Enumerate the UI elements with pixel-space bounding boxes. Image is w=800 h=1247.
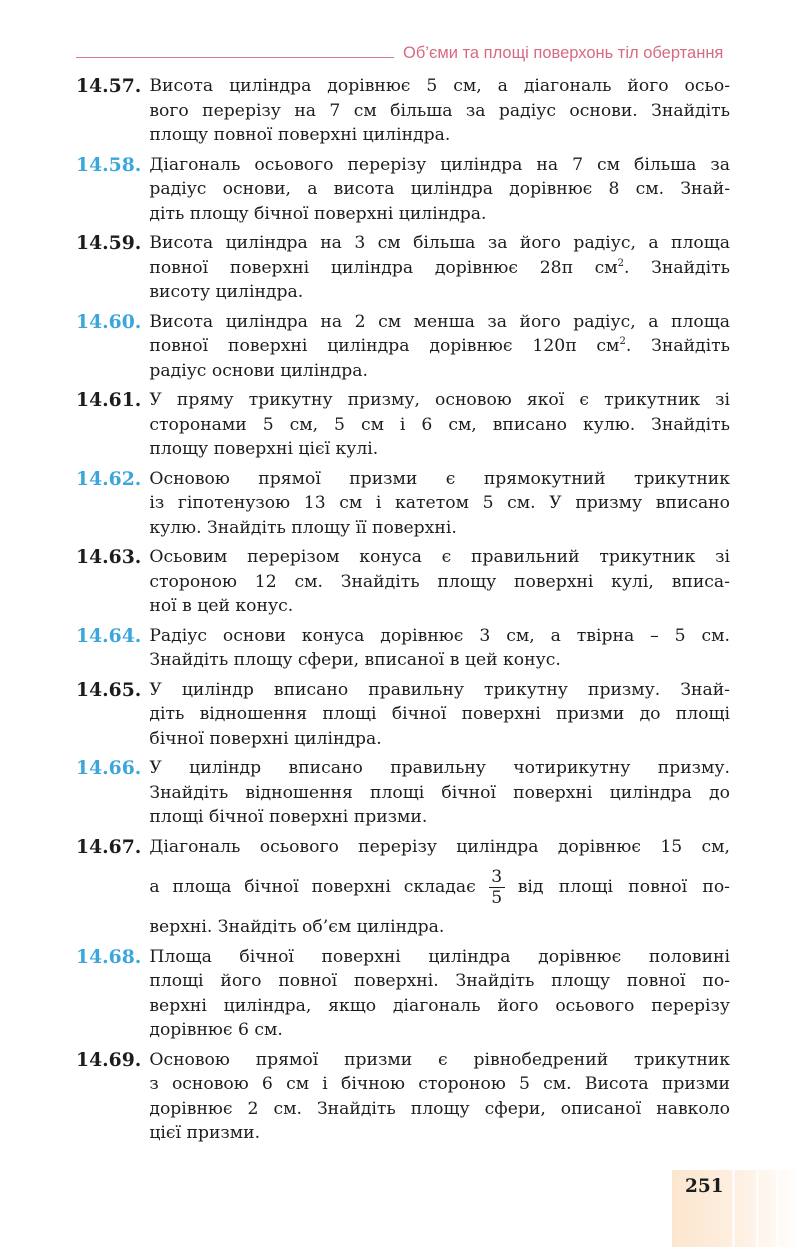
text-line: площі його повної поверхні. Знайдіть площу повної по-: [149, 971, 730, 991]
text-line: дорівнює 2 см. Знайдіть площу сфери, описаної навколо: [149, 1098, 730, 1119]
problem-14-62: [76, 467, 730, 541]
problem-number: 14.65.: [76, 678, 142, 701]
text-line: Основою прямої призми є прямокутний трикутник: [149, 468, 730, 489]
text-line: Основою прямої призми є рівнобедрений трикутник: [149, 1049, 730, 1070]
fraction-denominator: 5: [491, 887, 503, 908]
problem-number: 14.64.: [76, 624, 142, 647]
problem-number: 14.58.: [76, 153, 142, 176]
text-line: сторонами 5 см, 5 см і 6 см, вписано кулю. Знайдіть: [149, 414, 730, 435]
corner-stripe: [756, 1170, 759, 1247]
text-line: з основою 6 см і бічною стороною 5 см. Висота призми: [149, 1074, 730, 1094]
fraction-numerator: 3: [491, 866, 503, 887]
text-line: вого перерізу на 7 см більша за радіус основи. Знайдіть: [149, 100, 730, 121]
problem-number: 14.66.: [76, 757, 142, 779]
problem-text: [149, 467, 730, 541]
text-line: Діагональ осьового перерізу циліндра дорівнює 15 см,: [149, 836, 730, 857]
problem-14-65: [76, 678, 730, 752]
text-line: діть відношення площі бічної поверхні призми до площі: [149, 704, 730, 724]
text-line: бічної поверхні циліндра.: [149, 728, 382, 749]
text-line: ної в цей конус.: [149, 596, 294, 616]
text-line: Знайдіть відношення площі бічної поверхні циліндра до: [149, 782, 730, 803]
text-line: площі бічної поверхні призми.: [149, 807, 428, 827]
problem-14-59: [76, 231, 730, 305]
text-fragment: від площі повної по-: [517, 876, 730, 897]
problem-text: [149, 231, 730, 305]
text-line: радіус основи циліндра.: [149, 360, 368, 381]
text-fragment: . Знайдіть: [623, 257, 730, 278]
page-number: 251: [685, 1176, 724, 1197]
text-line: [149, 334, 730, 359]
problem-number: 14.61.: [76, 389, 142, 411]
problem-text: [149, 74, 730, 148]
text-line: Радіус основи конуса дорівнює 3 см, а твірна – 5 см.: [149, 625, 730, 646]
problem-number: 14.69.: [76, 1048, 142, 1071]
problem-text: [149, 388, 730, 462]
text-line: [149, 256, 730, 281]
text-line: У циліндр вписано правильну чотирикутну призму.: [149, 758, 730, 778]
problem-14-69: [76, 1048, 730, 1146]
problem-14-64: [76, 624, 730, 673]
problem-14-57: [76, 74, 730, 148]
text-line: діть площу бічної поверхні циліндра.: [149, 203, 487, 224]
problem-14-67: [76, 835, 730, 940]
text-line: У циліндр вписано правильну трикутну призму. Знай-: [149, 679, 730, 700]
corner-stripe: [732, 1170, 735, 1247]
text-line: Знайдіть площу сфери, вписаної в цей конус.: [149, 650, 561, 670]
text-line: стороною 12 см. Знайдіть площу поверхні кулі, вписа-: [149, 571, 730, 592]
corner-stripe: [776, 1170, 779, 1247]
problem-14-58: [76, 153, 730, 227]
problem-number: 14.60.: [76, 310, 142, 333]
problem-text: [149, 153, 730, 227]
text-fragment: а площа бічної поверхні складає: [149, 876, 476, 897]
text-line: висоту циліндра.: [149, 282, 304, 302]
problem-text: [149, 545, 730, 619]
text-fragment: . Знайдіть: [625, 336, 730, 356]
problem-text: [149, 310, 730, 384]
problem-number: 14.59.: [76, 232, 142, 254]
problem-14-60: [76, 310, 730, 384]
text-line: площу повної поверхні циліндра.: [149, 125, 451, 145]
text-line: площу поверхні цієї кулі.: [149, 439, 379, 459]
text-line: кулю. Знайдіть площу її поверхні.: [149, 517, 457, 538]
text-line: Висота циліндра дорівнює 5 см, а діагональ його осьо-: [149, 76, 730, 96]
text-line: Площа бічної поверхні циліндра дорівнює половині: [149, 946, 730, 967]
text-fragment: повної поверхні циліндра дорівнює 28π см: [149, 257, 618, 278]
problem-number: 14.63.: [76, 546, 142, 568]
header-rule: [76, 57, 394, 58]
text-line: У пряму трикутну призму, основою якої є трикутник зі: [149, 390, 730, 410]
text-fragment: повної поверхні циліндра дорівнює 120π см: [149, 336, 620, 356]
superscript: 2: [617, 257, 624, 269]
problem-text: [149, 1048, 730, 1146]
problem-text: [149, 756, 730, 830]
text-line: радіус основи, а висота циліндра дорівнює 8 см. Знай-: [149, 179, 730, 199]
problem-number: 14.67.: [76, 835, 142, 858]
problem-14-66: [76, 756, 730, 830]
text-line: верхні циліндра, якщо діагональ його осьового перерізу: [149, 995, 730, 1016]
problem-text: [149, 945, 730, 1043]
superscript: 2: [619, 336, 626, 347]
problem-text: [149, 678, 730, 752]
text-line: верхні. Знайдіть об’єм циліндра.: [149, 917, 445, 937]
text-line: із гіпотенузою 13 см і катетом 5 см. У призму вписано: [149, 493, 730, 513]
text-line: Висота циліндра на 3 см більша за його радіус, а площа: [149, 233, 730, 253]
problem-number: 14.68.: [76, 945, 142, 968]
problem-14-63: [76, 545, 730, 619]
fraction: [489, 867, 505, 908]
problem-number: 14.62.: [76, 467, 142, 490]
text-line: дорівнює 6 см.: [149, 1020, 283, 1040]
running-header: Об’єми та площі поверхонь тіл обертання: [403, 44, 724, 62]
text-line: цієї призми.: [149, 1123, 261, 1143]
problem-list: [76, 74, 730, 1146]
problem-number: 14.57.: [76, 75, 142, 97]
text-line-with-fraction: [149, 859, 730, 915]
problem-text: [149, 624, 730, 673]
problem-14-68: [76, 945, 730, 1043]
text-line: Діагональ осьового перерізу циліндра на 7 см більша за: [149, 154, 730, 175]
text-line: Осьовим перерізом конуса є правильний трикутник зі: [149, 547, 730, 567]
problem-14-61: [76, 388, 730, 462]
problem-text: [149, 835, 730, 940]
text-line: Висота циліндра на 2 см менша за його радіус, а площа: [149, 311, 730, 332]
